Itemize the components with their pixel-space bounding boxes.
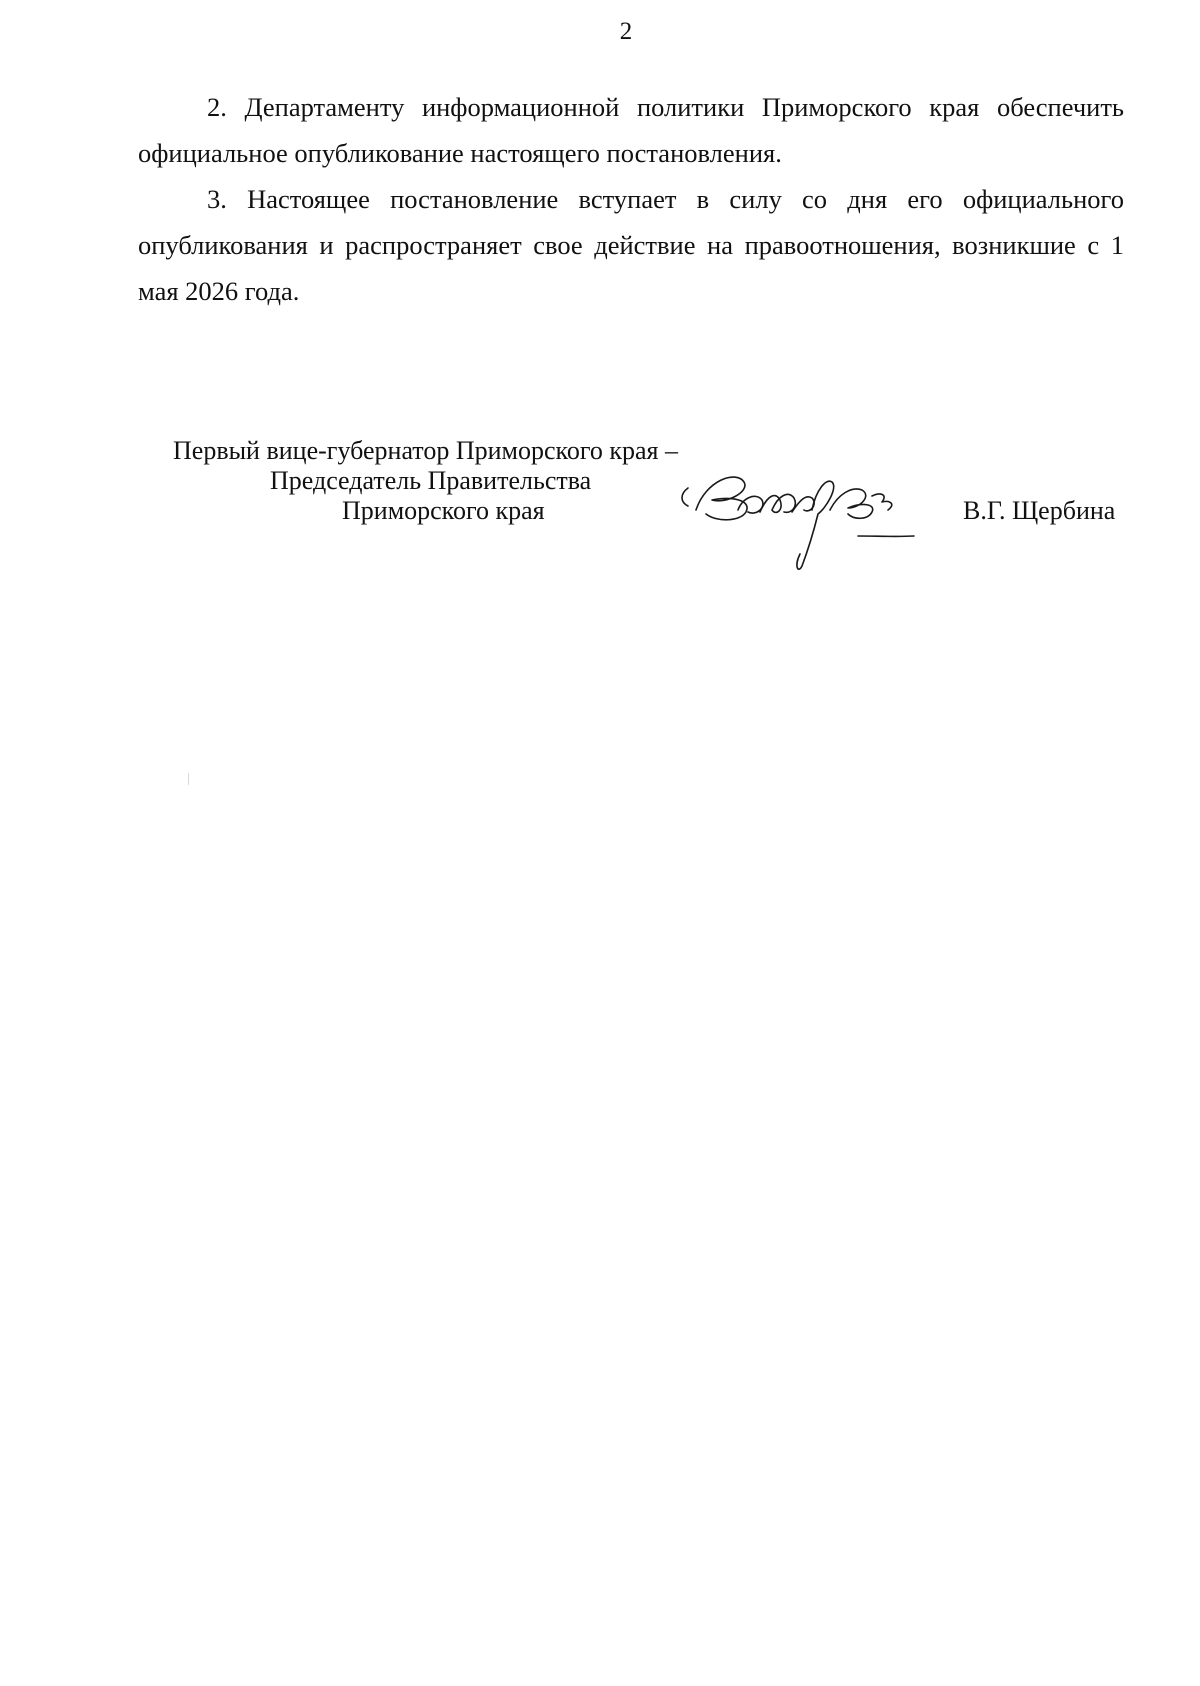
- scan-artifact: [188, 773, 189, 785]
- signatory-position-line2: Председатель Правительства: [270, 466, 592, 495]
- paragraph-2: 2. Департаменту информационной политики Приморского края обеспечить официальное опубликование настоящего постановления.: [138, 92, 1124, 168]
- handwritten-signature-icon: [676, 470, 976, 580]
- page-number: 2: [619, 18, 633, 45]
- signatory-name: В.Г. Щербина: [963, 496, 1116, 525]
- document-body: [138, 84, 1124, 314]
- signatory-position-line3: Приморского края: [342, 496, 545, 525]
- paragraph-3: 3. Настоящее постановление вступает в силу со дня его официального опубликования и распространяет свое действие на правоотношения, возникшие с 1 мая 2026 года.: [138, 184, 1124, 306]
- signatory-position-line1: Первый вице-губернатор Приморского края –: [173, 436, 678, 465]
